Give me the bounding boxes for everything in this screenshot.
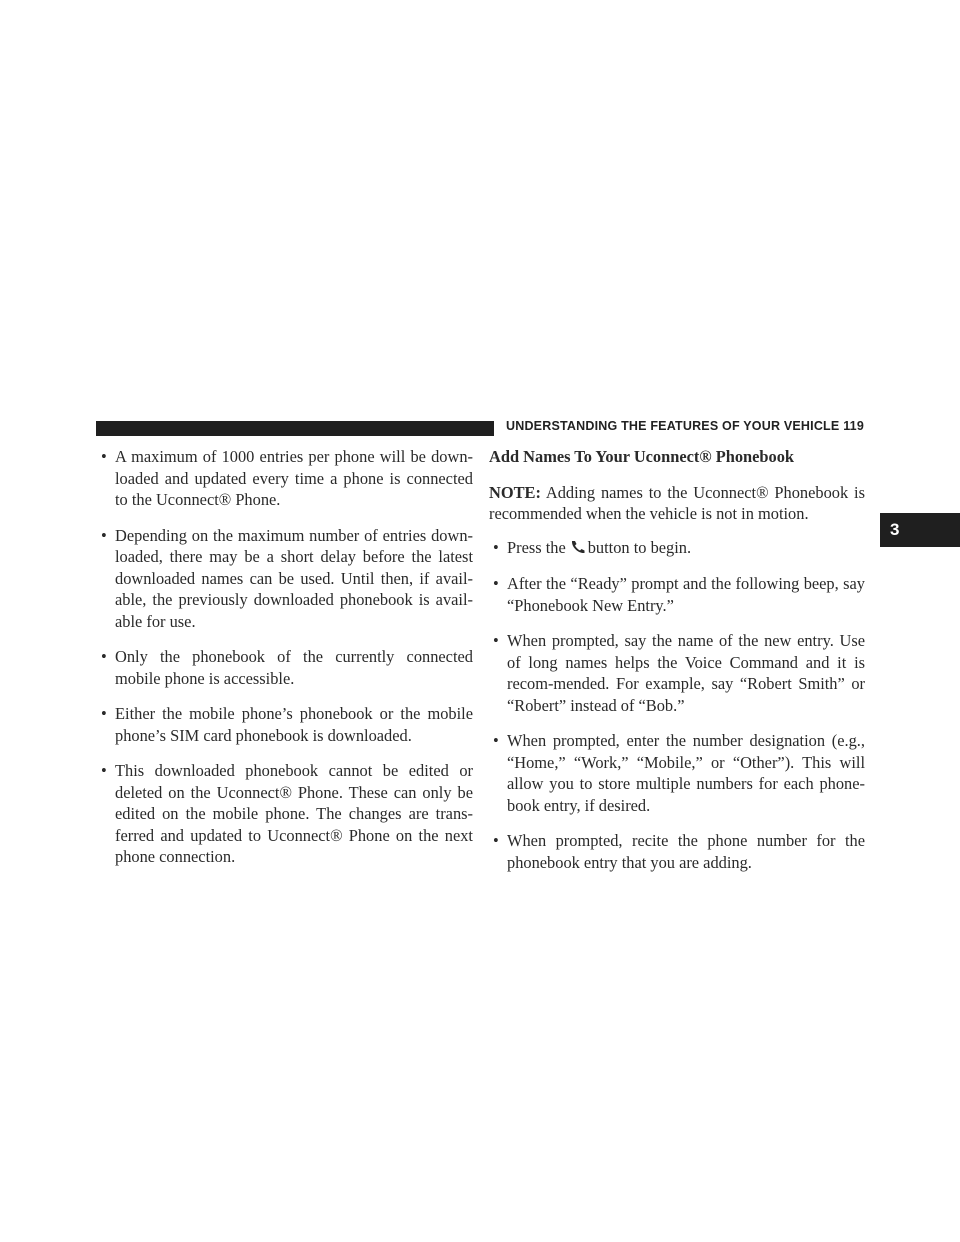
list-item: • After the “Ready” prompt and the following beep, say “Phonebook New Entry.” [493,574,865,615]
note-paragraph [489,482,865,525]
list-item: • This downloaded phonebook cannot be edited or deleted on the Uconnect® Phone. These can only be edited on the mobile phone. The changes are trans-ferred and updated to Uconnect® Phone on the next phone connection. [101,761,473,866]
list-item: • When prompted, say the name of the new entry. Use of long names helps the Voice Command and it is recom-mended. For example, say “Robert Smith” or “Robert” instead of “Bob.” [493,631,865,715]
right-column [489,446,865,887]
bullet-icon: • [493,574,499,593]
list-item: • Either the mobile phone’s phonebook or the mobile phone’s SIM card phonebook is downloaded. [101,704,473,745]
phone-icon [570,538,586,560]
note-label: NOTE: [489,482,541,502]
bullet-icon: • [101,447,107,466]
list-item [489,537,865,560]
bullet-icon: • [101,704,107,723]
bullet-icon: • [493,631,499,650]
list-item: • A maximum of 1000 entries per phone will be down-loaded and updated every time a phone is connected to the Uconnect® Phone. [101,447,473,509]
list-item: • When prompted, recite the phone number for the phonebook entry that you are adding. [493,831,865,872]
list-item: • Only the phonebook of the currently connected mobile phone is accessible. [101,647,473,688]
left-column [97,446,473,882]
bullet-icon: • [101,761,107,780]
press-after: button to begin. [587,537,692,557]
bullet-icon: • [493,537,499,557]
bullet-icon: • [493,831,499,850]
section-title: UNDERSTANDING THE FEATURES OF YOUR VEHICLE [506,419,840,433]
page-header [506,419,864,437]
page-number: 119 [843,419,864,433]
chapter-tab: 3 [880,513,960,547]
section-heading: Add Names To Your Uconnect® Phonebook [489,447,795,466]
note-text: Adding names to the Uconnect® Phonebook is recommended when the vehicle is not in motion. [489,482,865,523]
list-item: • Depending on the maximum number of entries down-loaded, there may be a short delay before the latest downloaded names can be used. Until then, if avail-able, the previously downloaded phonebook is avail-able for use. [101,525,473,631]
bullet-icon: • [101,525,107,545]
bullet-icon: • [493,731,499,750]
header-bar [96,421,494,436]
press-before: Press the [507,537,566,557]
list-item: • When prompted, enter the number designation (e.g., “Home,” “Work,” “Mobile,” or “Other”). This will allow you to store multiple numbers for each phone-book entry, if desired. [493,731,865,815]
bullet-icon: • [101,647,107,666]
